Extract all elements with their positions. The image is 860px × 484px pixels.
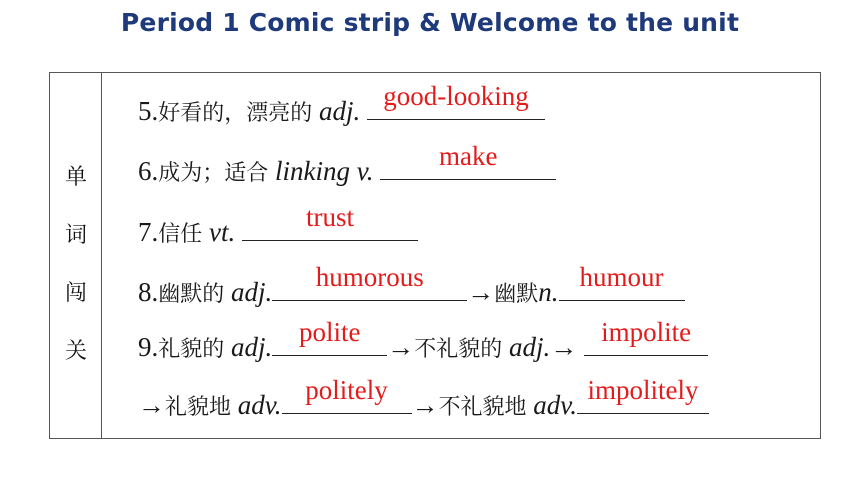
chinese-meaning: 信任 [158, 222, 203, 247]
derivation-arrow-2: → [550, 332, 578, 362]
answer-blank [380, 141, 556, 180]
side-label-char: 关 [64, 339, 87, 364]
chinese-meaning-2: 不礼貌地 [438, 395, 527, 420]
derivation-arrow: → [387, 332, 415, 362]
answer-text: good-looking [383, 81, 529, 111]
answer-blank [272, 317, 387, 356]
item-number: 9. [138, 332, 159, 362]
derivation-arrow: → [467, 277, 495, 307]
answer-text-2: impolitely [587, 375, 699, 405]
derivation-arrow-2: → [411, 390, 439, 420]
vocab-line-9-cont [138, 375, 709, 420]
item-number: 8. [138, 277, 159, 307]
vocab-line-9 [138, 317, 708, 362]
part-of-speech: adj. [231, 332, 273, 362]
chinese-meaning-2: 幽默 [494, 282, 539, 307]
chinese-meaning: 礼貌的 [158, 337, 225, 362]
answer-blank-2 [584, 317, 708, 356]
part-of-speech: adv. [237, 390, 282, 420]
item-number: 5. [138, 96, 159, 126]
answer-blank [367, 81, 545, 120]
answer-text: make [438, 141, 498, 171]
answer-blank [282, 375, 412, 414]
chinese-meaning: 礼貌地 [165, 395, 232, 420]
part-of-speech: adj. [231, 277, 273, 307]
page-title: Period 1 Comic strip & Welcome to the unit [120, 8, 740, 37]
part-of-speech: linking v. [275, 156, 374, 186]
vocab-line-5 [138, 81, 545, 126]
answer-text-2: humour [579, 262, 664, 292]
chinese-meaning-2: 不礼貌的 [414, 337, 503, 362]
answer-text: trust [306, 202, 355, 232]
item-number: 6. [138, 156, 159, 186]
vocab-line-6 [138, 141, 556, 186]
side-label-char: 词 [64, 223, 87, 248]
part-of-speech-2: adj. [509, 332, 551, 362]
answer-blank [272, 262, 467, 301]
part-of-speech: adj. [319, 96, 361, 126]
chinese-meaning: 成为；适合 [158, 161, 269, 186]
derivation-arrow: → [138, 390, 165, 420]
vocab-line-8 [138, 262, 685, 307]
part-of-speech-2: n. [538, 277, 559, 307]
side-label-char: 单 [64, 165, 87, 190]
side-label-char: 闯 [64, 281, 87, 306]
answer-text-2: impolite [601, 317, 692, 347]
vocab-line-7 [138, 202, 418, 247]
chinese-meaning: 幽默的 [158, 282, 225, 307]
vocab-card [49, 72, 821, 439]
answer-text: polite [299, 317, 361, 347]
answer-text: humorous [315, 262, 424, 292]
item-number: 7. [138, 217, 159, 247]
answer-blank-2 [559, 262, 685, 301]
answer-blank [242, 202, 418, 241]
answer-blank-2 [577, 375, 709, 414]
side-label-column [50, 73, 102, 438]
part-of-speech-2: adv. [533, 390, 577, 420]
part-of-speech: vt. [209, 217, 236, 247]
answer-text: politely [305, 375, 388, 405]
chinese-meaning: 好看的，漂亮的 [158, 101, 313, 126]
